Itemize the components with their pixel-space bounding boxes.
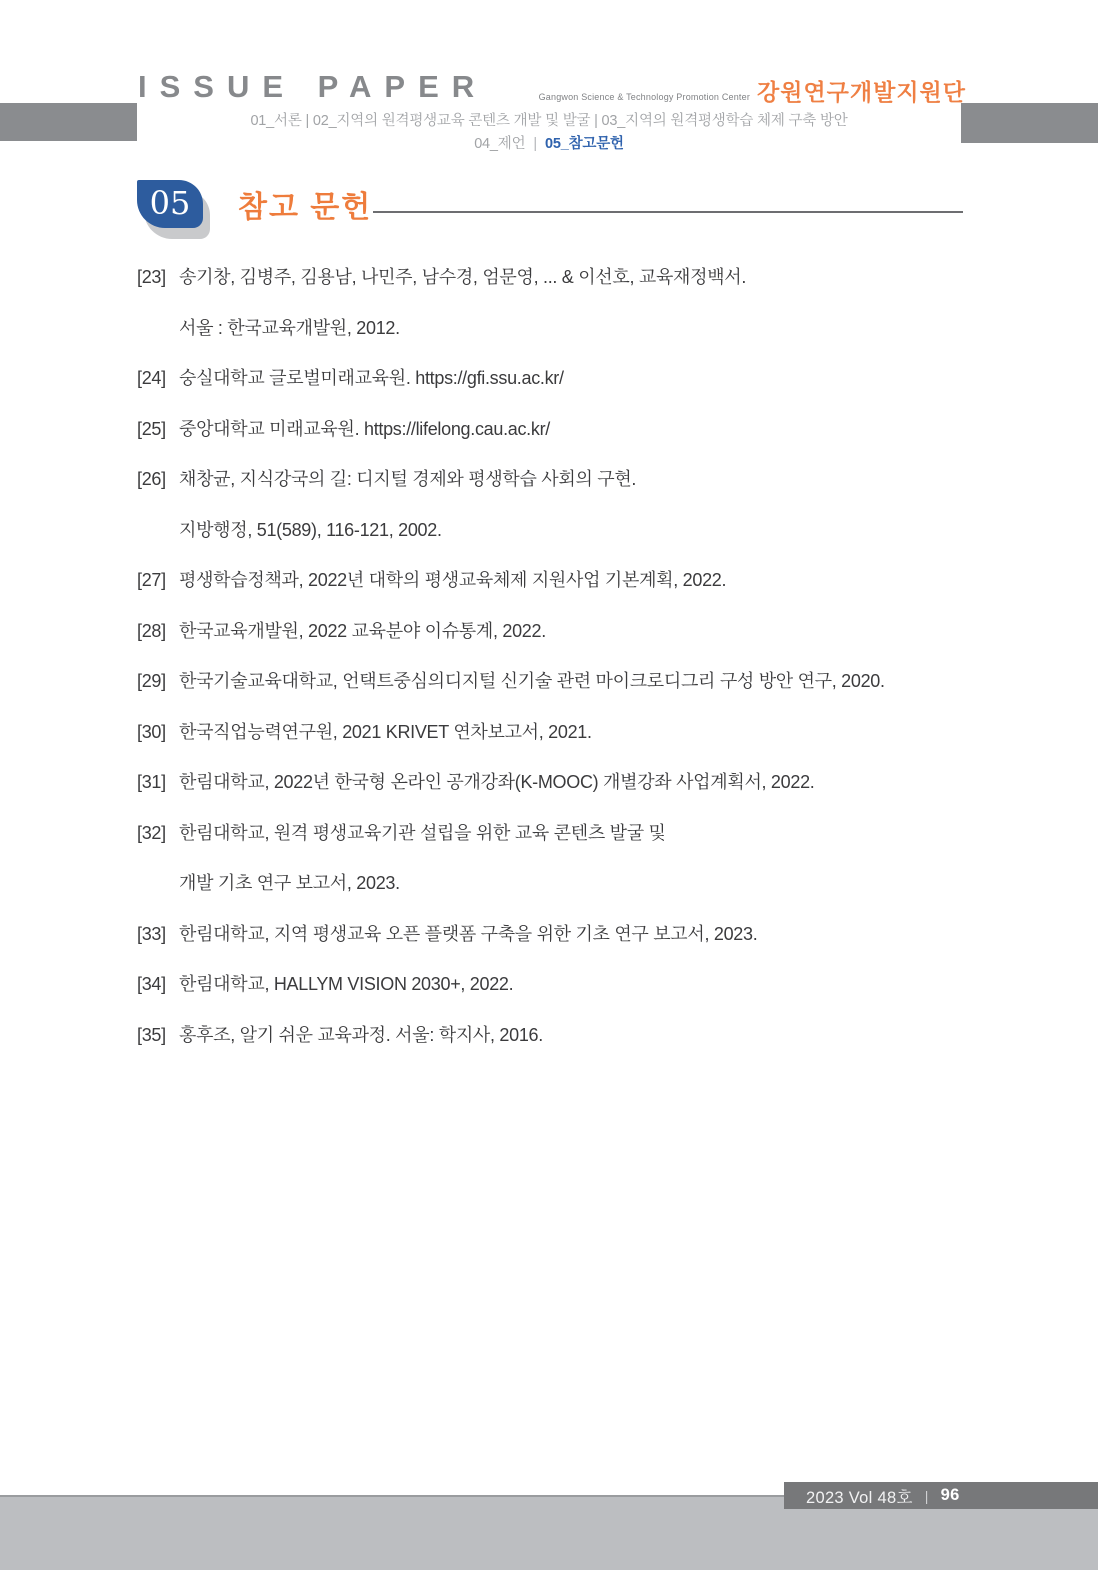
reference-list — [137, 266, 1027, 1074]
footer-volume-bar — [784, 1482, 1098, 1509]
reference-item-continuation: 지방행정, 51(589), 116-121, 2002. — [179, 519, 442, 540]
brand-english-subtitle: Gangwon Science & Technology Promotion Center — [538, 92, 751, 102]
footer-separator: | — [924, 1487, 929, 1504]
reference-item: [32] 한림대학교, 원격 평생교육기관 설립을 위한 교육 콘텐츠 발굴 및 — [137, 822, 666, 843]
chapter-navigation — [0, 110, 1098, 156]
footer-volume-text: 2023 Vol 48호 — [806, 1488, 913, 1507]
reference-item: [28] 한국교육개발원, 2022 교육분야 이슈통계, 2022. — [137, 620, 546, 641]
nav-item-05-active: 05_참고문헌 — [544, 136, 624, 152]
reference-item: [26] 채창균, 지식강국의 길: 디지털 경제와 평생학습 사회의 구현. — [137, 469, 637, 489]
reference-item: [30] 한국직업능력연구원, 2021 KRIVET 연차보고서, 2021. — [137, 721, 592, 742]
section-title: 참고 문헌 — [238, 191, 373, 224]
brand-block — [539, 74, 966, 104]
reference-item: [23] 송기창, 김병주, 김용남, 나민주, 남수경, 엄문영, ... & 이선호, 교육재정백서. — [137, 267, 747, 287]
reference-item: [35] 홍후조, 알기 쉬운 교육과정. 서울: 학지사, 2016. — [137, 1024, 543, 1045]
reference-item: [29] 한국기술교육대학교, 언택트중심의디지털 신기술 관련 마이크로디그리 구성 방안 연구, 2020. — [137, 671, 885, 691]
reference-item-continuation: 서울 : 한국교육개발원, 2012. — [179, 317, 400, 338]
nav-separator: | — [533, 136, 537, 152]
nav-item-04: 04_제언 — [474, 136, 526, 152]
reference-item: [24] 숭실대학교 글로벌미래교육원. https://gfi.ssu.ac.kr/ — [137, 368, 564, 388]
badge-shape — [137, 180, 203, 228]
section-number: 05 — [149, 184, 191, 222]
reference-item: [31] 한림대학교, 2022년 한국형 온라인 공개강좌(K-MOOC) 개별강좌 사업계획서, 2022. — [137, 772, 815, 792]
reference-item: [33] 한림대학교, 지역 평생교육 오픈 플랫폼 구축을 위한 기초 연구 보고서, 2023. — [137, 923, 758, 944]
masthead-title: ISSUE PAPER — [138, 69, 488, 104]
reference-item-continuation: 개발 기초 연구 보고서, 2023. — [179, 873, 400, 893]
reference-item: [25] 중앙대학교 미래교육원. https://lifelong.cau.ac.kr/ — [137, 418, 550, 439]
footer-page-number: 96 — [940, 1486, 960, 1504]
brand-korean-logo: 강원연구개발지원단 — [757, 79, 966, 105]
reference-item: [27] 평생학습정책과, 2022년 대학의 평생교육체제 지원사업 기본계획, 2022. — [137, 570, 727, 590]
section-title-rule — [373, 211, 963, 213]
reference-item: [34] 한림대학교, HALLYM VISION 2030+, 2022. — [137, 974, 514, 994]
nav-line-1: 01_서론 | 02_지역의 원격평생교육 콘텐츠 개발 및 발굴 | 03_지역의 원격평생학습 체제 구축 방안 — [250, 113, 848, 129]
section-number-badge — [137, 180, 211, 244]
nav-line-2 — [0, 133, 1098, 156]
